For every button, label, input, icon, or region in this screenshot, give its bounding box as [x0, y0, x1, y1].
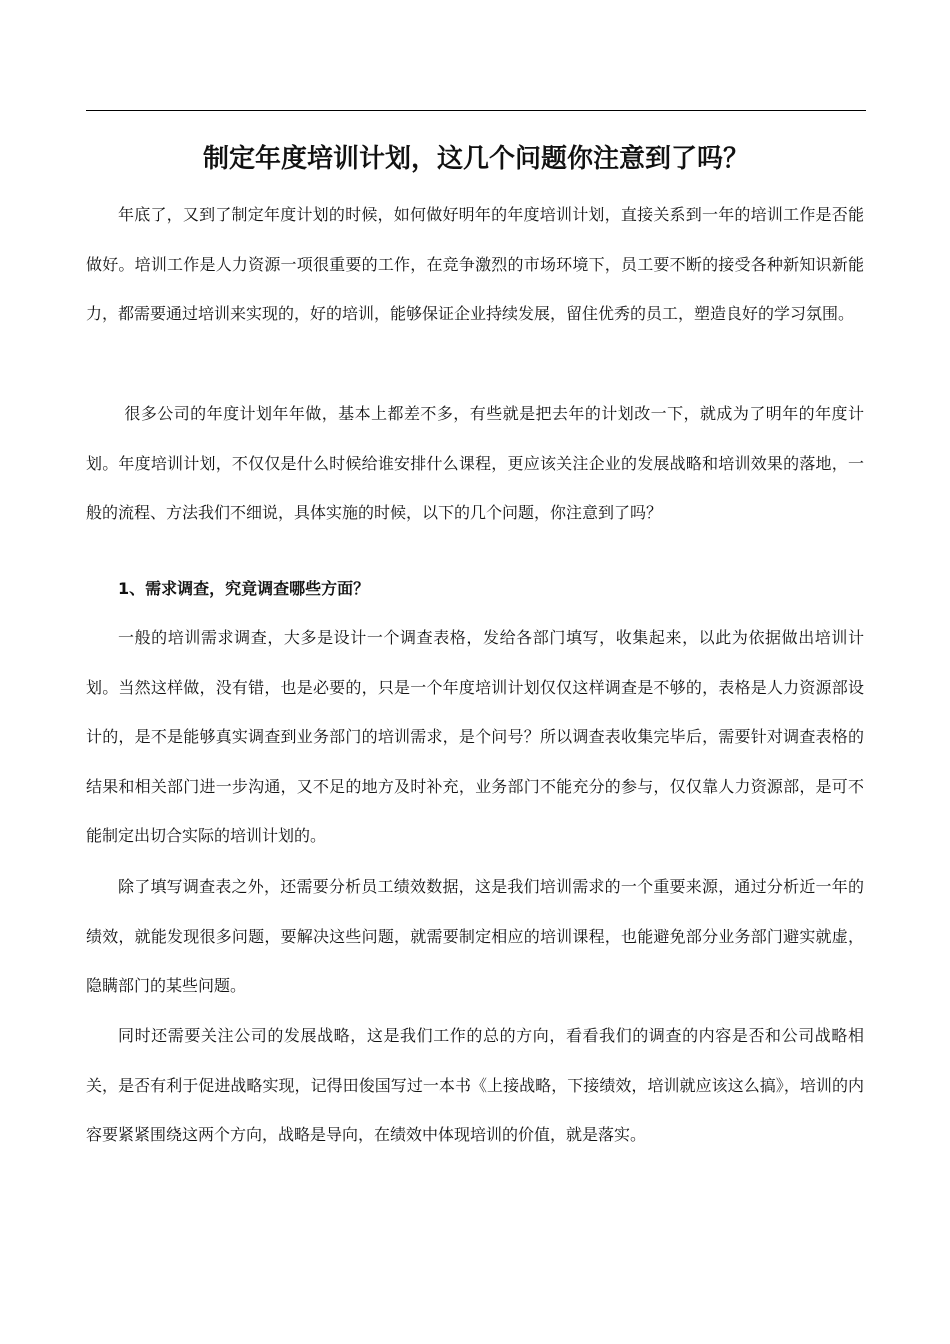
paragraph-intro: 年底了，又到了制定年度计划的时候，如何做好明年的年度培训计划，直接关系到一年的培训工作是否能做好。培训工作是人力资源一项很重要的工作，在竞争激烈的市场环境下，员工要不断的接受各种新知识新能力，都需要通过培训来实现的，好的培训，能够保证企业持续发展，留住优秀的员工，塑造良好的学习氛围。	[86, 205, 864, 324]
section-heading-needs-survey: 1、需求调查，究竟调查哪些方面？	[118, 579, 370, 598]
header-rule	[86, 110, 866, 111]
paragraph-performance-data: 除了填写调查表之外，还需要分析员工绩效数据，这是我们培训需求的一个重要来源，通过分析近一年的绩效，就能发现很多问题，要解决这些问题，就需要制定相应的培训课程，也能避免部分业务部门避实就虚，隐瞒部门的某些问题。	[86, 877, 864, 996]
paragraph-annual-plan: 很多公司的年度计划年年做，基本上都差不多，有些就是把去年的计划改一下，就成为了明年的年度计划。年度培训计划，不仅仅是什么时候给谁安排什么课程，更应该关注企业的发展战略和培训效果的落地，一般的流程、方法我们不细说，具体实施的时候，以下的几个问题，你注意到了吗？	[86, 404, 864, 523]
paragraph-strategy: 同时还需要关注公司的发展战略，这是我们工作的总的方向，看看我们的调查的内容是否和公司战略相关，是否有利于促进战略实现，记得田俊国写过一本书《上接战略，下接绩效，培训就应该这么搞》，培训的内容要紧紧围绕这两个方向，战略是导向，在绩效中体现培训的价值，就是落实。	[86, 1026, 864, 1145]
document-title: 制定年度培训计划，这几个问题你注意到了吗？	[202, 144, 749, 175]
paragraph-survey-method: 一般的培训需求调查，大多是设计一个调查表格，发给各部门填写，收集起来，以此为依据做出培训计划。当然这样做，没有错，也是必要的，只是一个年度培训计划仅仅这样调查是不够的，表格是人力资源部设计的，是不是能够真实调查到业务部门的培训需求，是个问号？所以调查表收集完毕后，需要针对调查表格的结果和相关部门进一步沟通，又不足的地方及时补充，业务部门不能充分的参与，仅仅靠人力资源部，是可不能制定出切合实际的培训计划的。	[86, 628, 864, 846]
